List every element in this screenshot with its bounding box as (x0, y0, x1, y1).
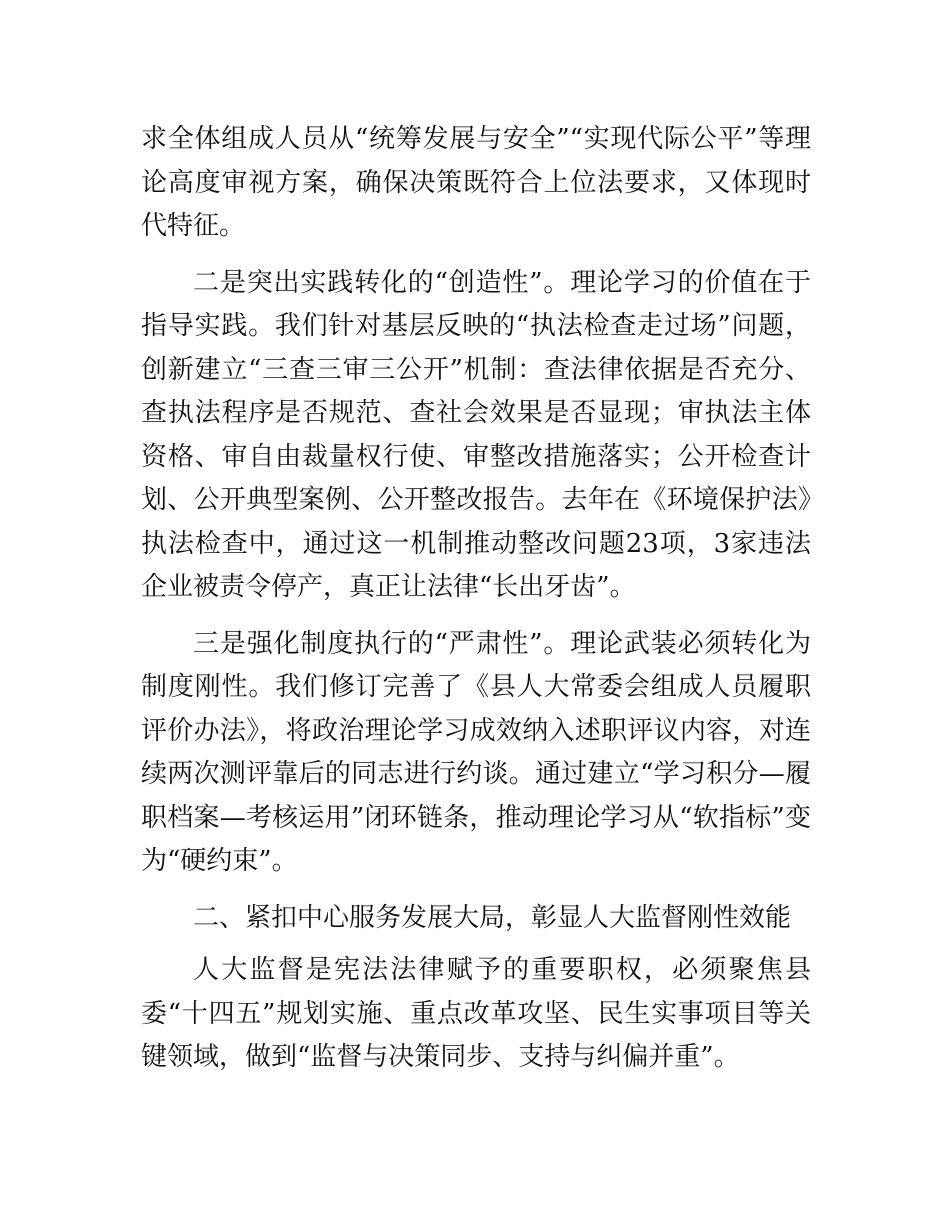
paragraph-practice-transformation: 二是突出实践转化的“创造性”。理论学习的价值在于指导实践。我们针对基层反映的“执法检查走过场”问题，创新建立“三查三审三公开”机制：查法律依据是否充分、查执法程序是否规范、查社会效果是否显现；审执法主体资格、审自由裁量权行使、审整改措施落实；公开检查计划、公开典型案例、公开整改报告。去年在《环境保护法》执法检查中，通过这一机制推动整改问题23项，3家违法企业被责令停产，真正让法律“长出牙齿”。 (141, 267, 811, 602)
paragraph-continuation: 求全体组成人员从“统筹发展与安全”“实现代际公平”等理论高度审视方案，确保决策既符合上位法要求，又体现时代特征。 (141, 124, 811, 241)
paragraph-system-execution: 三是强化制度执行的“严肃性”。理论武装必须转化为制度刚性。我们修订完善了《县人大常委会组成人员履职评价办法》，将政治理论学习成效纳入述职评议内容，对连续两次测评靠后的同志进行约谈。通过建立“学习积分—履职档案—考核运用”闭环链条，推动理论学习从“软指标”变为“硬约束”。 (141, 628, 811, 876)
section-heading-supervision: 二、紧扣中心服务发展大局，彰显人大监督刚性效能 (193, 902, 792, 933)
document-body (141, 118, 811, 1080)
paragraph-supervision-intro: 人大监督是宪法法律赋予的重要职权，必须聚焦县委“十四五”规划实施、重点改革攻坚、民生实事项目等关键领域，做到“监督与决策同步、支持与纠偏并重”。 (141, 955, 811, 1072)
